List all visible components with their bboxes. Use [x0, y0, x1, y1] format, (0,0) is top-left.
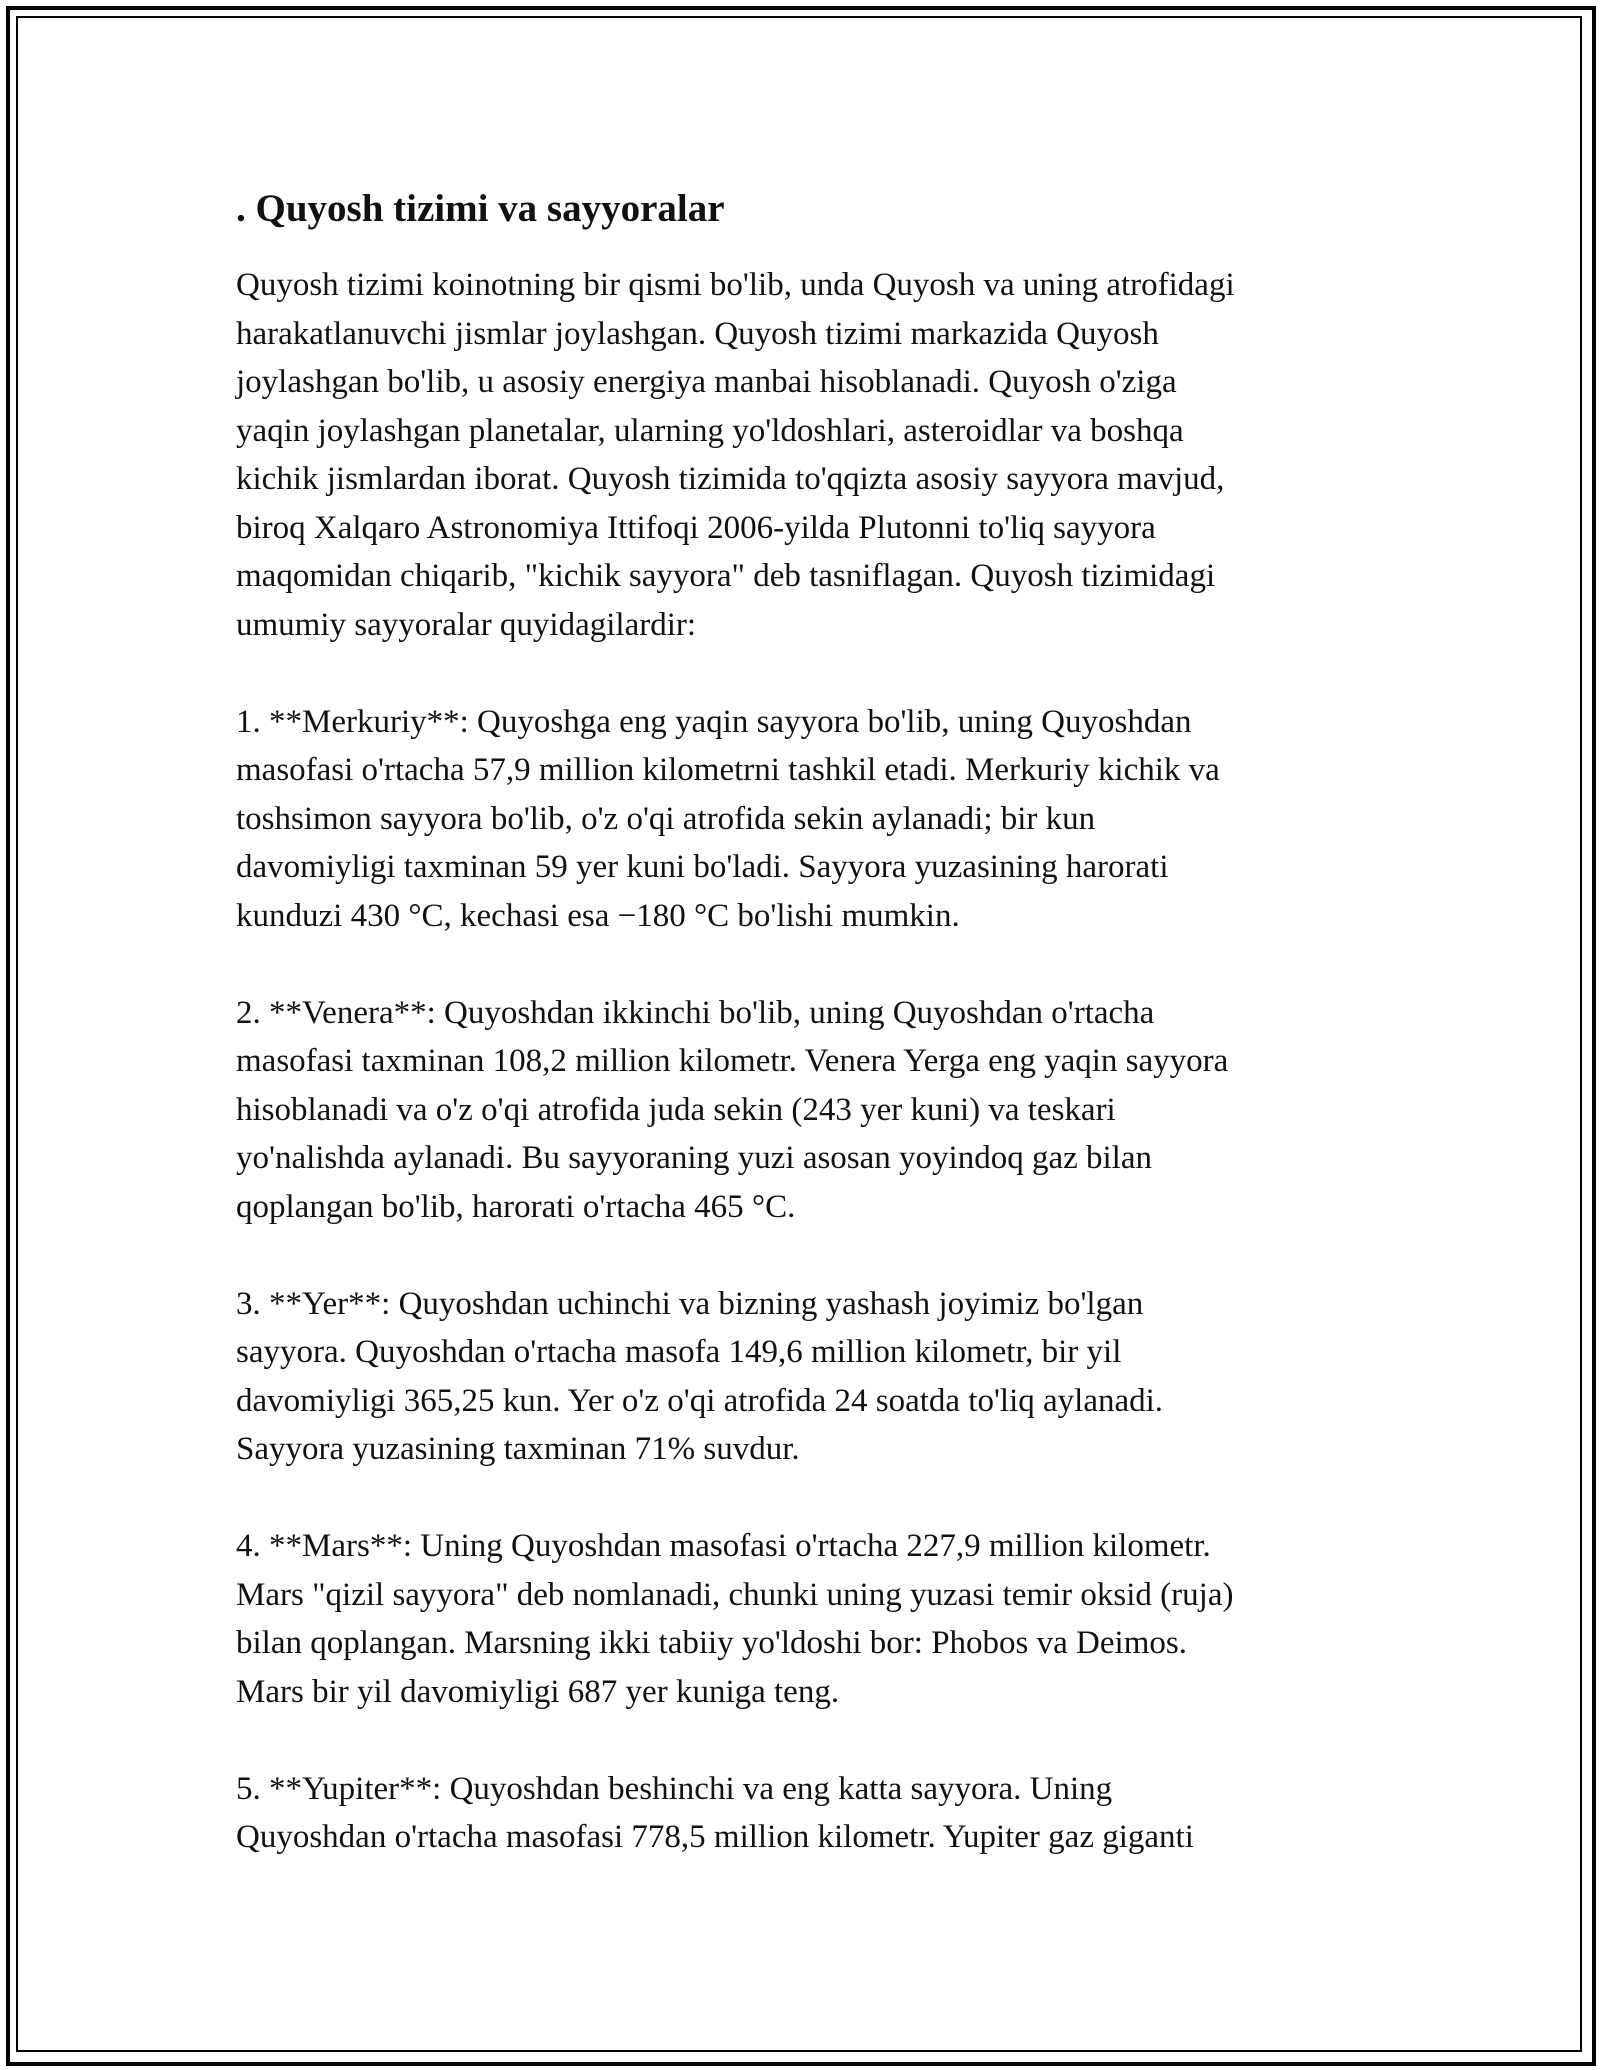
document-page — [236, 185, 1366, 1910]
document-title: . Quyosh tizimi va sayyoralar — [236, 187, 725, 230]
list-item-yupiter: 5. **Yupiter**: Quyoshdan beshinchi va eng katta sayyora. Uning Quyoshdan o'rtacha masofasi 778,5 million kilometr. Yupiter gaz giganti — [236, 1770, 1194, 1855]
list-item-yer: 3. **Yer**: Quyoshdan uchinchi va bizning yashash joyimiz bo'lgan sayyora. Quyoshdan o'rtacha masofa 149,6 million kilometr, bir yil davomiyligi 365,25 kun. Yer o'z o'qi atrofida 24 soatda to'liq aylanadi. Sayyora yuzasining taxminan 71% suvdur. — [236, 1285, 1164, 1467]
list-item-mars: 4. **Mars**: Uning Quyoshdan masofasi o'rtacha 227,9 million kilometr. Mars "qizil sayyora" deb nomlanadi, chunki uning yuzasi temir oksid (ruja) bilan qoplangan. Marsning ikki tabiiy yo'ldoshi bor: Phobos va Deimos. Mars bir yil davomiyligi 687 yer kuniga teng. — [236, 1528, 1234, 1710]
list-item-venera: 2. **Venera**: Quyoshdan ikkinchi bo'lib, uning Quyoshdan o'rtacha masofasi taxminan 108,2 million kilometr. Venera Yerga eng yaqin sayyora hisoblanadi va o'z o'qi atrofida juda sekin (243 yer kuni) va teskari yo'nalishda aylanadi. Bu sayyoraning yuzi asosan yoyindoq gaz bilan qoplangan bo'lib, harorati o'rtacha 465 °C. — [236, 994, 1229, 1225]
intro-paragraph: Quyosh tizimi koinotning bir qismi bo'lib, unda Quyosh va uning atrofidagi harakatlanuvchi jismlar joylashgan. Quyosh tizimi markazida Quyosh joylashgan bo'lib, u asosiy energiya manbai hisoblanadi. Quyosh o'ziga yaqin joylashgan planetalar, ularning yo'ldoshlari, asteroidlar va boshqa kichik jismlardan iborat. Quyosh tizimida to'qqizta asosiy sayyora mavjud, biroq Xalqaro Astronomiya Ittifoqi 2006-yilda Plutonni to'liq sayyora maqomidan chiqarib, "kichik sayyora" deb tasniflagan. Quyosh tizimidagi umumiy sayyoralar quyidagilardir: — [236, 267, 1235, 643]
list-item-merkuriy: 1. **Merkuriy**: Quyoshga eng yaqin sayyora bo'lib, uning Quyoshdan masofasi o'rtacha 57,9 million kilometrni tashkil etadi. Merkuriy kichik va toshsimon sayyora bo'lib, o'z o'qi atrofida sekin aylanadi; bir kun davomiyligi taxminan 59 yer kuni bo'ladi. Sayyora yuzasining harorati kunduzi 430 °C, kechasi esa −180 °C bo'lishi mumkin. — [236, 703, 1220, 934]
